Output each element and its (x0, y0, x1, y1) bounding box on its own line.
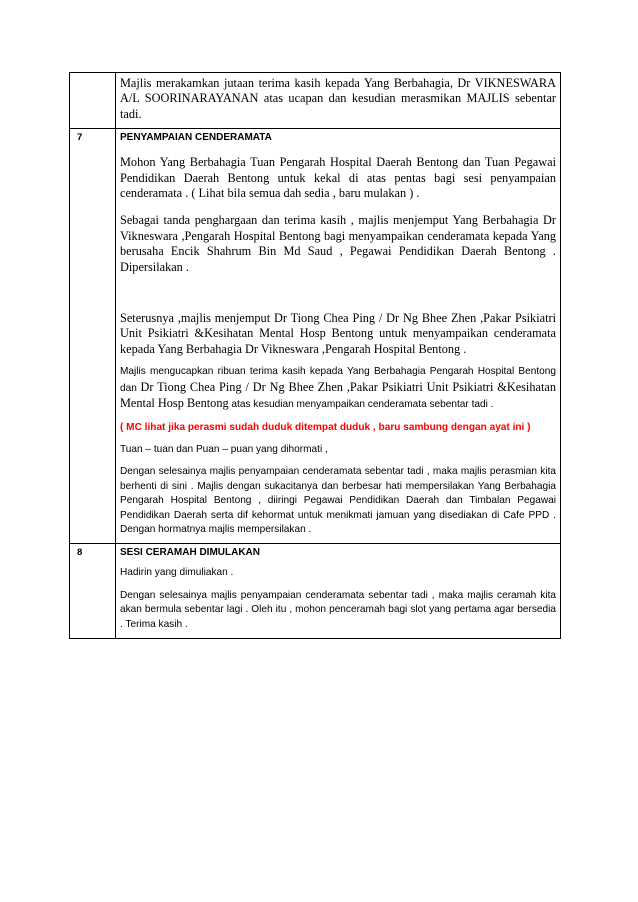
paragraph-part: atas kesudian menyampaikan cenderamata sebentar tadi . (228, 399, 494, 411)
program-table (69, 72, 561, 639)
paragraph: Hadirin yang dimuliakan . (120, 567, 234, 579)
section-heading: PENYAMPAIAN CENDERAMATA (120, 132, 272, 144)
table-row (70, 544, 561, 639)
paragraph-part: Dr Tiong Chea Ping / Dr Ng Bhee Zhen ,Pakar Psikiatri Unit Psikiatri &Kesihatan Mental Hosp Bentong (120, 379, 556, 411)
row-content (116, 544, 561, 639)
section-heading: SESI CERAMAH DIMULAKAN (120, 547, 260, 559)
row-content (116, 129, 561, 544)
row-number: 7 (70, 129, 116, 544)
table-row (70, 129, 561, 544)
paragraph (120, 365, 556, 412)
table-row (70, 73, 561, 129)
row-number (70, 73, 116, 129)
intro-paragraph: Majlis merakamkan jutaan terima kasih kepada Yang Berbahagia, Dr VIKNESWARA A/L SOORINARAYANAN atas ucapan dan kesudian merasmikan MAJLIS sebentar tadi. (120, 76, 556, 121)
paragraph: Tuan – tuan dan Puan – puan yang dihormati , (120, 443, 328, 455)
paragraph: Mohon Yang Berbahagia Tuan Pengarah Hospital Daerah Bentong dan Tuan Pegawai Pendidikan Daerah Bentong untuk kekal di atas pentas bagi sesi penyampaian cenderamata . ( Lihat bila semua dah sedia , baru mulakan ) . (120, 155, 556, 201)
paragraph: Dengan selesainya majlis penyampaian cenderamata sebentar tadi , maka majlis ceramah kita akan bermula sebentar lagi . Oleh itu , mohon penceramah bagi slot yang pertama agar bersedia . Terima kasih . (120, 589, 556, 630)
row-number: 8 (70, 544, 116, 639)
row-content (116, 73, 561, 129)
mc-instruction: ( MC lihat jika perasmi sudah duduk ditempat duduk , baru sambung dengan ayat ini ) (120, 421, 531, 433)
paragraph: Dengan selesainya majlis penyampaian cenderamata sebentar tadi , maka majlis perasmian kita berhenti di sini . Majlis dengan sukacitanya dan berbesar hati mempersilakan Yang Berbahagia Pengarah Hospital Bentong , diiringi Pegawai Pendidikan Daerah dan Timbalan Pegawai Pendidikan Daerah serta dif kehormat untuk menikmati jamuan yang disediakan di Cafe PPD . Dengan hormatnya majlis mempersilakan . (120, 466, 556, 535)
paragraph: Sebagai tanda penghargaan dan terima kasih , majlis menjemput Yang Berbahagia Dr Vikneswara ,Pengarah Hospital Bentong bagi menyampaikan cenderamata kepada Yang berusaha Encik Shahrum Bin Md Saud , Pegawai Pendidikan Daerah Bentong . Dipersilakan . (120, 213, 556, 274)
paragraph-part: Majlis mengucapkan ribuan terima kasih kepada Yang Berbahagia Pengarah Hospital Bentong dan (120, 366, 556, 394)
paragraph: Seterusnya ,majlis menjemput Dr Tiong Chea Ping / Dr Ng Bhee Zhen ,Pakar Psikiatri Unit Psikiatri &Kesihatan Mental Hosp Bentong untuk menyampaikan cenderamata kepada Yang Berbahagia Dr Vikneswara ,Pengarah Hospital Bentong . (120, 311, 556, 356)
